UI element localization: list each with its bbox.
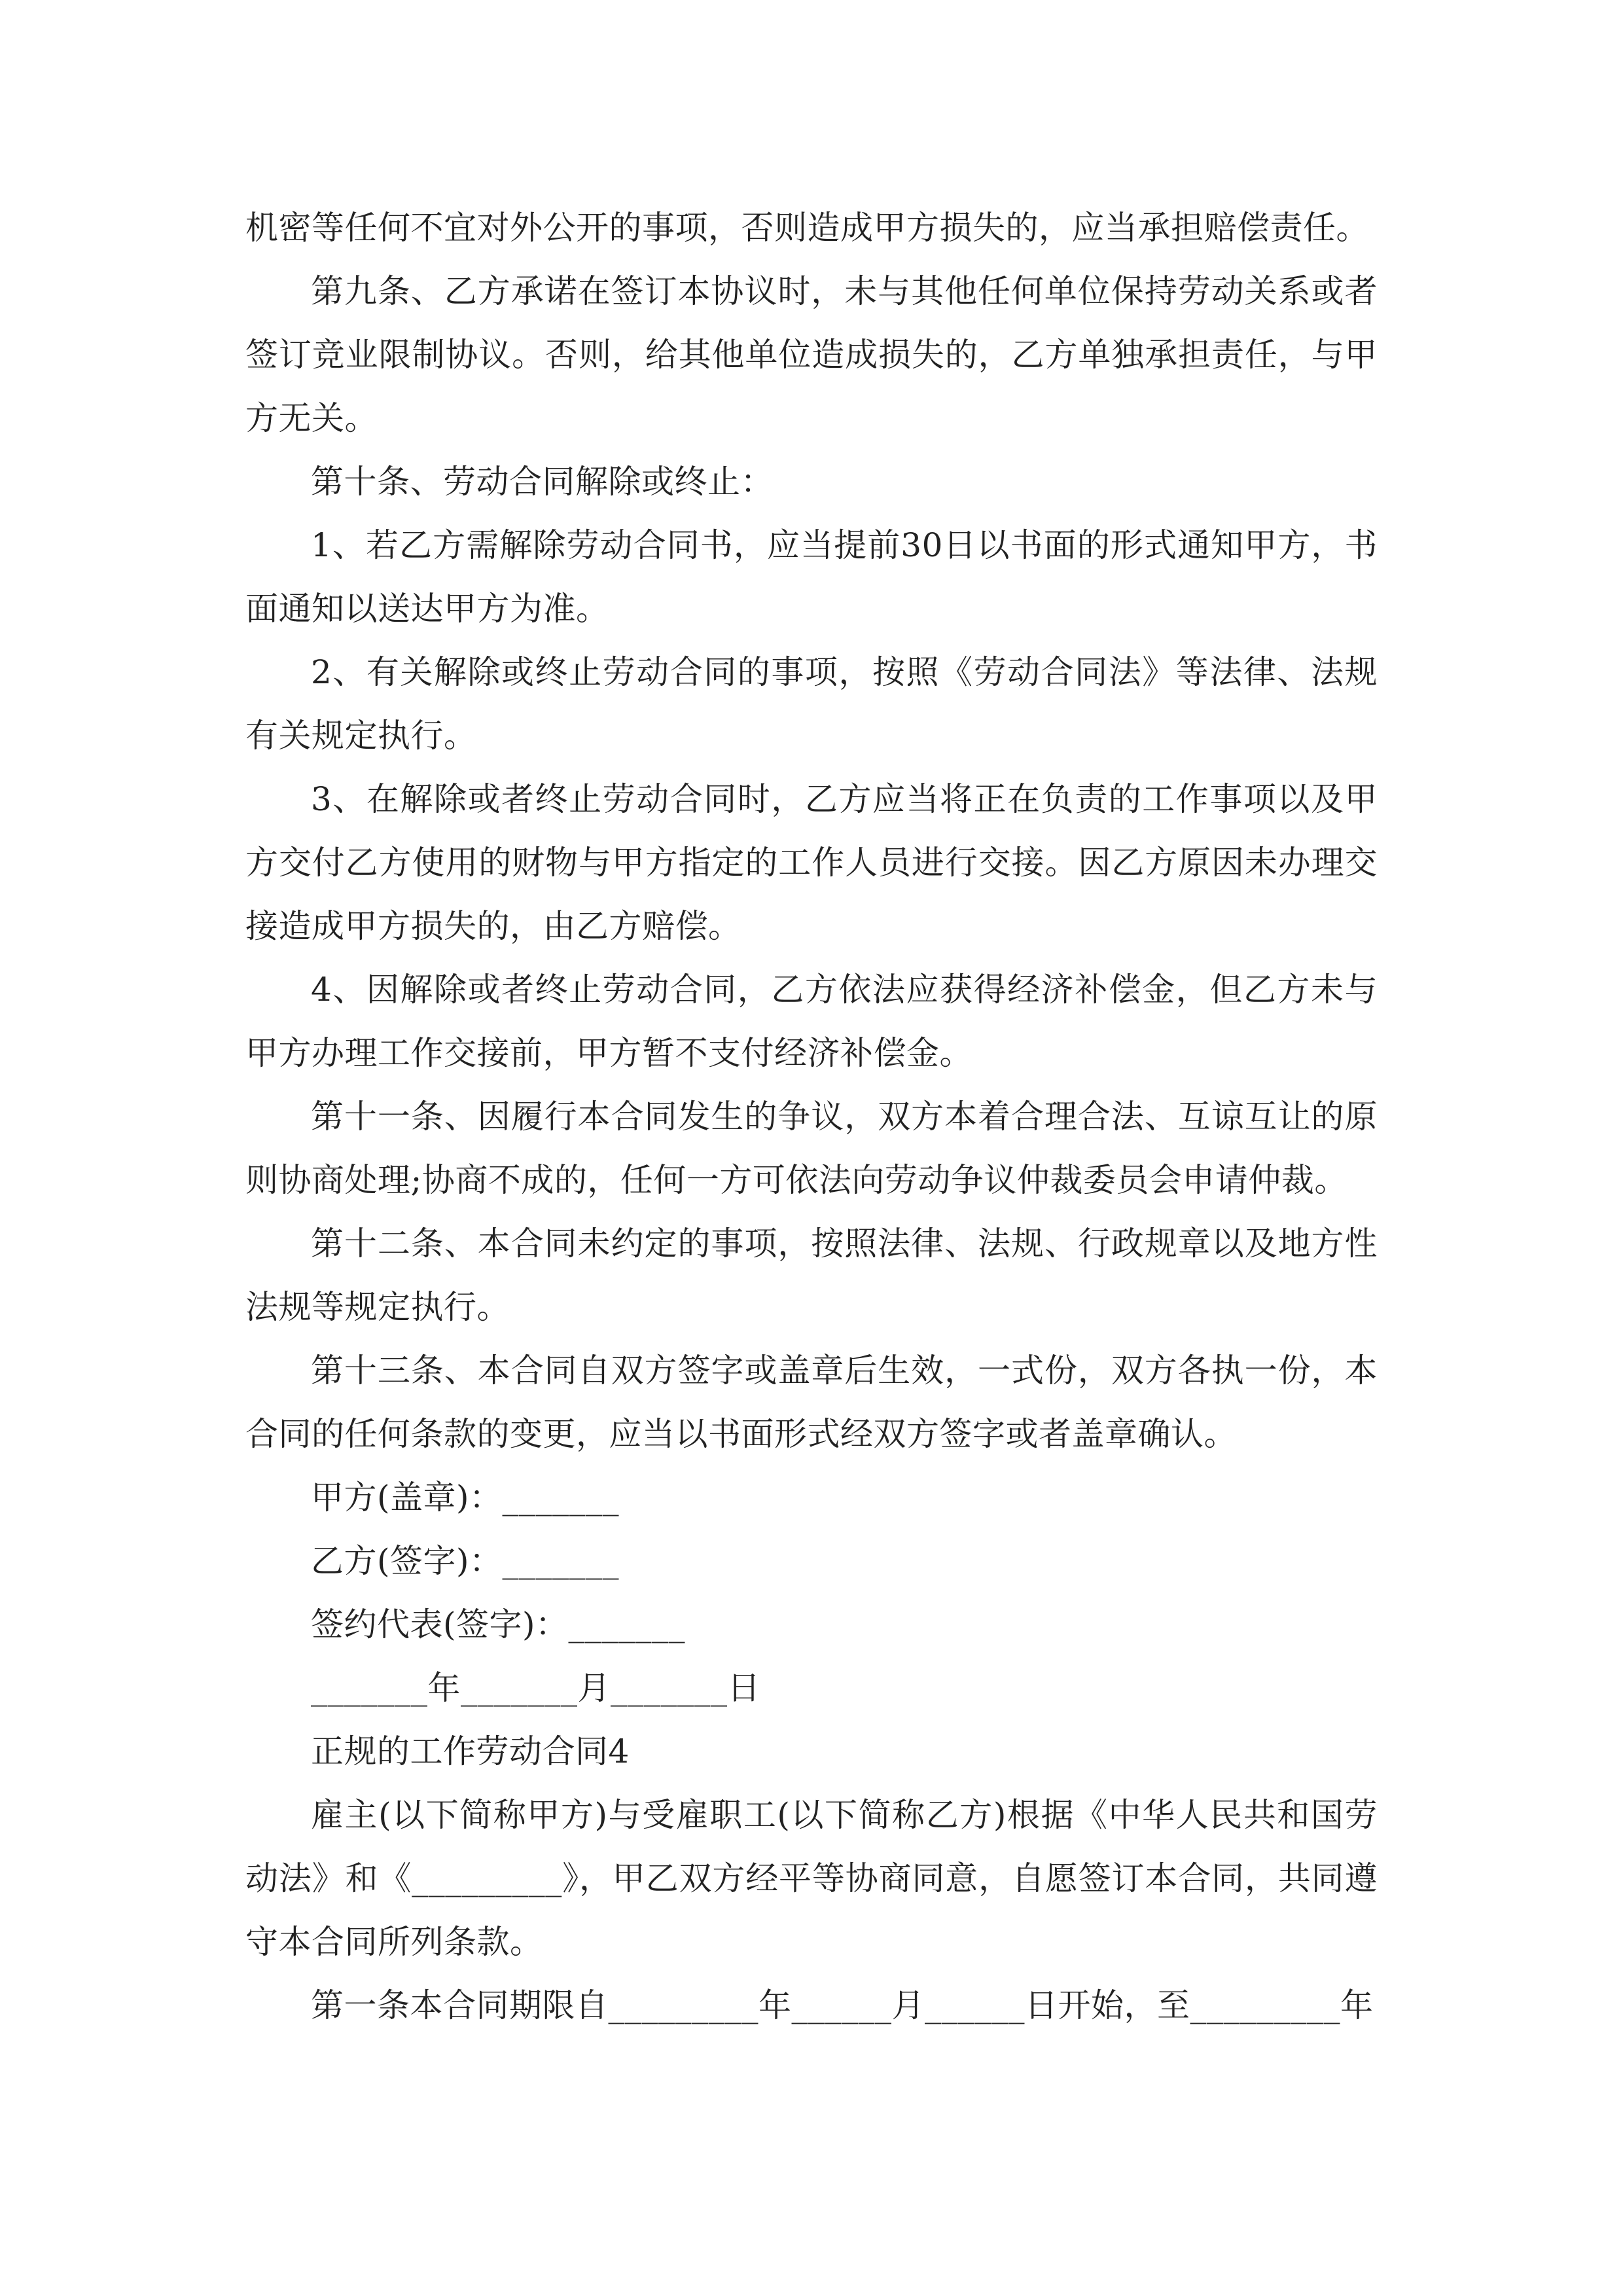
paragraph-article-11: 第十一条、因履行本合同发生的争议，双方本着合理合法、互谅互让的原则协商处理;协商不成的，任何一方可依法向劳动争议仲裁委员会申请仲裁。 bbox=[245, 1098, 1378, 1199]
signature-party-a: 甲方(盖章)：_______ bbox=[311, 1479, 620, 1516]
paragraph-article-10: 第十条、劳动合同解除或终止： bbox=[311, 463, 774, 501]
paragraph-article-10-item-4: 4、因解除或者终止劳动合同，乙方依法应获得经济补偿金，但乙方未与甲方办理工作交接前，甲方暂不支付经济补偿金。 bbox=[245, 971, 1378, 1072]
signature-party-b: 乙方(签字)：_______ bbox=[311, 1542, 620, 1580]
paragraph-confidentiality-end: 机密等任何不宜对外公开的事项，否则造成甲方损失的，应当承担赔偿责任。 bbox=[245, 209, 1369, 247]
signature-date: _______年_______月_______日 bbox=[311, 1669, 760, 1707]
paragraph-article-12: 第十二条、本合同未约定的事项，按照法律、法规、行政规章以及地方性法规等规定执行。 bbox=[245, 1225, 1378, 1326]
signature-representative: 签约代表(签字)：_______ bbox=[311, 1605, 686, 1643]
paragraph-article-9: 第九条、乙方承诺在签订本协议时，未与其他任何单位保持劳动关系或者签订竞业限制协议。否则，给其他单位造成损失的，乙方单独承担责任，与甲方无关。 bbox=[245, 272, 1378, 437]
paragraph-article-10-item-3: 3、在解除或者终止劳动合同时，乙方应当将正在负责的工作事项以及甲方交付乙方使用的财物与甲方指定的工作人员进行交接。因乙方原因未办理交接造成甲方损失的，由乙方赔偿。 bbox=[245, 780, 1378, 945]
paragraph-article-13: 第十三条、本合同自双方签字或盖章后生效，一式份，双方各执一份，本合同的任何条款的变更，应当以书面形式经双方签字或者盖章确认。 bbox=[245, 1352, 1378, 1453]
document-body bbox=[245, 196, 1378, 2037]
paragraph-article-10-item-1: 1、若乙方需解除劳动合同书，应当提前30日以书面的形式通知甲方，书面通知以送达甲方为准。 bbox=[245, 526, 1378, 628]
section-title: 正规的工作劳动合同4 bbox=[311, 1732, 630, 1770]
paragraph-preamble: 雇主(以下简称甲方)与受雇职工(以下简称乙方)根据《中华人民共和国劳动法》和《_________》，甲乙双方经平等协商同意，自愿签订本合同，共同遵守本合同所列条款。 bbox=[245, 1796, 1378, 1961]
paragraph-article-10-item-2: 2、有关解除或终止劳动合同的事项，按照《劳动合同法》等法律、法规有关规定执行。 bbox=[245, 653, 1378, 755]
paragraph-article-1: 第一条本合同期限自_________年______月______日开始，至_________年 bbox=[311, 1986, 1374, 2024]
